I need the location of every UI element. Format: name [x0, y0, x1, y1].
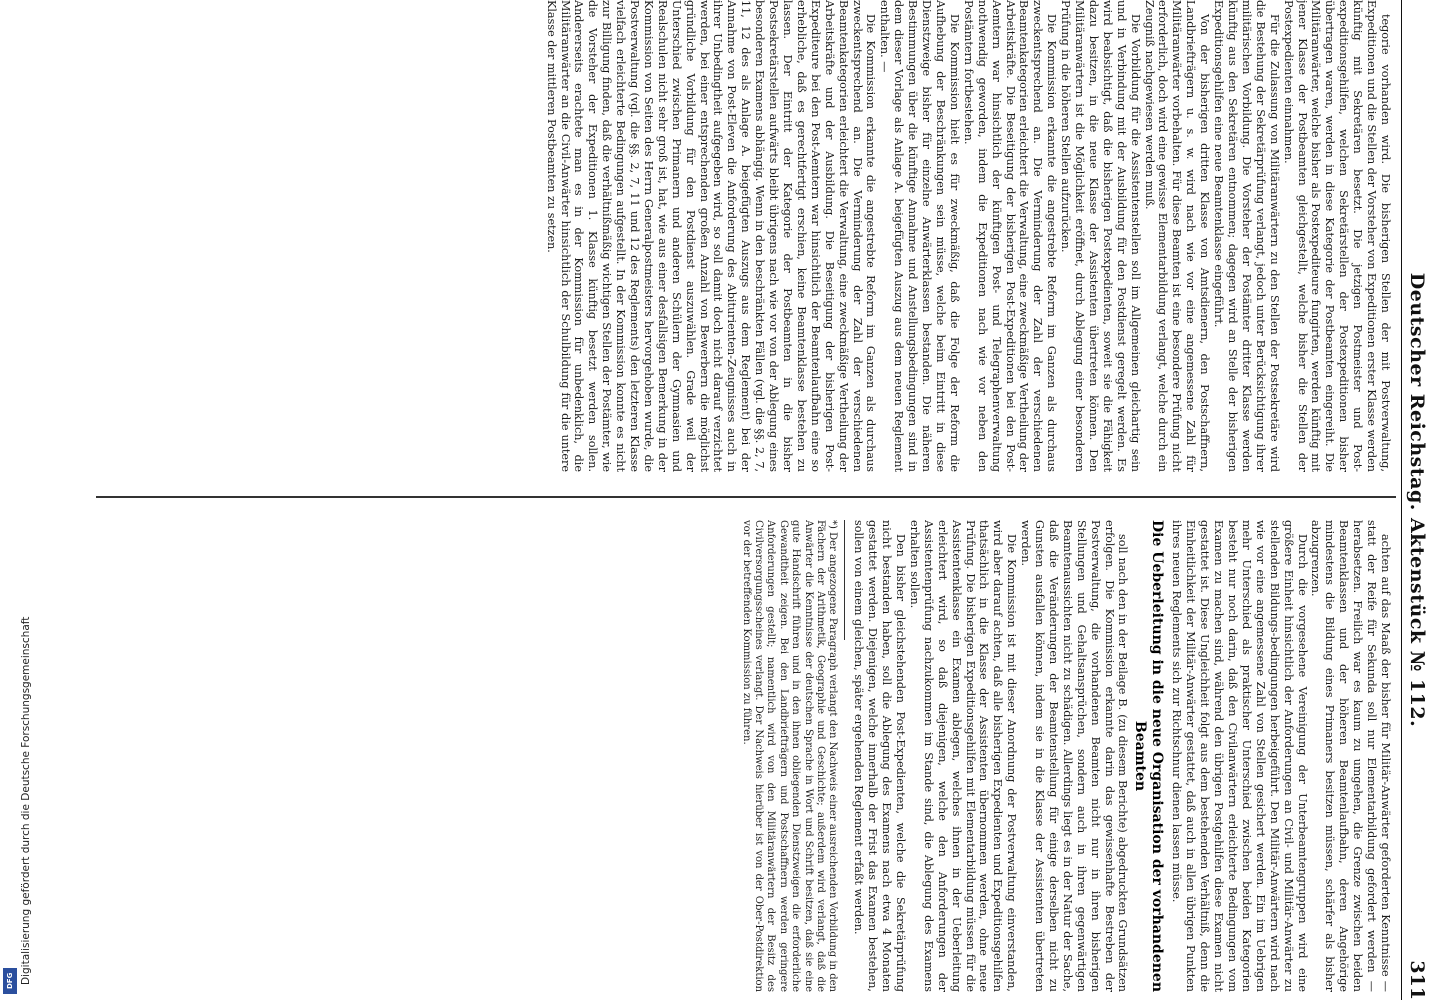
rotated-page-content — [40, 0, 1430, 1000]
right-column-intro — [1170, 520, 1393, 992]
paragraph: Für die Zulassung von Militäranwärtern zu den Stellen der Postsekretäre wird die Bestehung der Sekretärprüfung verlangt, jedoch unter Berücksichtigung ihrer militärischen Vorbildung. Die Vorsteher der Postämter dritter Klasse werden künftig aus den Sekretären entnommen; dagegen wird an Stelle der bisherigen Expeditionsgehilfen eine neue Beamtenklasse eingeführt. — [1212, 0, 1281, 472]
paragraph: achten auf das Maaß der bisher für Militär-Anwärter geforderten Kenntnisse — statt der Reife für Sekunda soll nur Elementarbildung gefordert werden — herabsetzen. Freilich war es kaum zu umgehen, die Grenze zwischen beiden Beamtenklassen und der höheren Beamtenlaufbahn, deren Angehörige mindestens die Bildung eines Primaners besitzen müssen, schärfer als bisher abzugrenzen. — [1309, 520, 1392, 992]
paragraph: Die Vorbildung für die Assistentenstellen soll im Allgemeinen gleichartig sein und in Verbindung mit der Ausbildung für den Postdienst geregelt werden. Es wird beabsichtigt, daß die bisherigen Postexpedienten, soweit sie die Fähigkeit dazu besitzen, in die neue Klasse der Assistenten übertreten können. Den Militäranwärtern ist die Möglichkeit eröffnet, durch Ablegung einer besonderen Prüfung in die höheren Stellen aufzurücken. — [1059, 0, 1142, 472]
text-column-right — [102, 520, 1392, 992]
text-column-left — [102, 0, 1392, 472]
column-divider — [96, 496, 1396, 498]
paragraph: Durch die vorgesehene Vereinigung der Unterbeamtengruppen wird eine größere Einheit hinsichtlich der Anforderungen an Civil- und Militär-Anwärter zu stellenden Bildungs-bedingungen herbeigeführt. Den Militär-Anwärtern wird nach wie vor eine angemessene Zahl von Stellen gesichert werden. Ein im Uebrigen mehr Unterschied als praktischer Unterschied zwischen beiden Kategorien besteht nur noch darin, daß den Civilanwärtern erleichterte Bedingungen vom Examen zu machen sind, während den übrigen Postgehilfen diese Examen nicht gestattet ist. Diese Ungleichheit folgt aus dem bestehenden Verhältniß, denn die Einheitlichkeit der Militär-Anwärter gestattet, daß auch in allen übrigen Punkten ihres neuen Reglements sich zur Richtschnur dienen lassen müsse. — [1170, 520, 1309, 992]
footnote-rule — [844, 520, 845, 640]
paragraph: Von der bisherigen dritten Klasse von Amtsdienern, den Postschaffnern, Landbriefträgern u. s. w. wird nach wie vor eine angemessene Zahl für Militäranwärter vorbehalten. Für diese Beamten ist eine besondere Prüfung nicht erforderlich, doch wird eine gewisse Elementarbildung verlangt, welche durch ein Zeugniß nachgewiesen werden muß. — [1142, 0, 1212, 472]
running-header: Deutscher Reichstag. Aktenstück № 112. — [1406, 272, 1428, 728]
digitization-credit-text: Digitalisierung gefördert durch die Deutsche Forschungsgemeinschaft — [20, 616, 32, 985]
page-number: 311 — [1406, 960, 1428, 1000]
paragraph: Den bisher gleichstehenden Post-Expedienten, welche die Sekretärprüfung nicht bestanden haben, soll die Ablegung des Examens nach etwa 4 Monaten gestattet werden. Diejenigen, welche innerhalb der Frist das Examen bestehen, sollen von einem gleichen, später ergehenden Reglement erfaßt werden. — [852, 520, 907, 992]
paragraph: soll nach den in der Beilage B. (zu diesem Berichte) abgedruckten Grundsätzen erfolgen. Die Kommission erkannte darin das gewissenhafte Bestreben der Postverwaltung, die vorhandenen Beamten nicht nur in ihren bisherigen Stellungen und Gehaltsansprüchen, sondern auch in ihren gegenwärtigen Beamtenaussichten nicht zu schädigen. Allerdings liegt es in der Natur der Sache, daß die Veränderungen der Beamtenstellung für einige derselben nicht zu Gunsten ausfallen können, indem sie in die Klasse der Assistenten übertreten werden. — [1019, 520, 1130, 992]
page-header — [1401, 0, 1430, 1000]
paragraph: Die Kommission ist mit dieser Anordnung der Postverwaltung einverstanden, wird aber darauf achten, daß alle bisherigen Expedienten und Expeditionsgehilfen thatsächlich in die Klasse der Assistenten übernommen werden, ohne neue Prüfung. Die bisherigen Expeditionsgehilfen mit Elementarbildung müssen für die Assistentenklasse ein Examen ablegen, welches ihnen in der Ueberleitung erleichtert wird, so daß diejenigen, welche den Anforderungen der Assistentenprüfung nachzukommen im Stande sind, die Ablegung des Examens erhalten sollen. — [907, 520, 1019, 992]
dfg-logo: DFG — [3, 968, 17, 994]
paragraph: Die Kommission erkannte die angestrebte Reform im Ganzen als durchaus zweckentsprechend an. Die Verminderung der Zahl der verschiedenen Beamtenkategorien erleichtert die Verwaltung, eine zweckmäßige Vertheilung der Arbeitskräfte. Die Beseitigung der bisherigen Post-Expeditionen bei den Post-Aemtern war hinsichtlich der künftigen Post- und Telegraphenverwaltung nothwendig geworden, indem die Expeditionen nach wie vor neben den Postämtern fortbestehen. — [961, 0, 1059, 472]
paragraph: tegorie vorhanden wird. Die bisherigen Stellen der mit Postverwaltung, Expeditionen und die Stellen der Vorsteher von Expeditionen erster Klasse werden künftig mit Sekretären besetzt. Die jetzigen Postmeister und Post-expeditionsgehilfen, welchen Sekretärstellen der Postexpeditionen bisher übertragen waren, werden in diese Kategorie der Postbeamten eingereiht. Die Militäranwärter, welche bisher als Postexpediteure fungirten, werden künftig mit jener Klasse der Postbeamten gleichgestellt, welche bisher die Stellen der Postexpedienten einnahmen. — [1281, 0, 1392, 472]
digitization-credit — [2, 0, 32, 1000]
paragraph: Die Kommission erkannte die angestrebte Reform im Ganzen als durchaus zweckentsprechend an. Die Verminderung der Zahl der verschiedenen Beamtenkategorien erleichtert die Verwaltung, eine zweckmäßige Vertheilung der Arbeitskräfte und der Ausbildung. Die Beseitigung der bisherigen Post-Expediteure bei den Post-Aemtern war hinsichtlich der Beamtenlaufbahn eine so erhebliche, daß es gerechtfertigt erschien, keine Beamtenklasse bestehen zu lassen. Der Eintritt der Kategorie der Postbeamten in die bisher Postsekretärstellen aufwärts bleibt übrigens nach wie vor von der Ablegung eines besonderen Examens abhängig. Wenn in den beschränkten Fällen (vgl. die §§. 2, 7, 11, 12 des als Anlage A. beigefügten Auszugs aus dem Reglement) bei der Annahme von Post-Eleven die Anforderung des Abiturienten-Zeugnisses auch in ihrer Unbedingtheit aufgegeben wird, so soll damit doch nicht darauf verzichtet werden, bei einer entsprechenden großen Anzahl von Bewerbern die möglichst gründliche Vorbildung für den Postdienst auszuwählen. Grade weil der Unterschied zwischen Primanern und anderen Schülern der Gymnasien und Realschulen nicht sehr groß ist, hat, wie aus einer desfallsigen Bemerkung in der Kommission von Seiten des Herrn Generalpostmeisters hervorgehoben wurde, die Postverwaltung (vgl. die §§. 2, 7, 11 und 12 des Reglements) den letzteren Klasse vielfach erleichterte Bedingungen aufgestellt. In der Kommission konnte es nicht zur Billigung finden, daß die verhältnißmäßig wichtigen Stellen der Postämter, wie die Vorsteher der Expeditionen 1. Klasse künftig besetzt werden sollen. Andererseits erachtete man es in der Kommission für unbedenklich, die Militäranwärter an die Civil-Anwärter hinsichtlich der Schulbildung für die untere Klasse der mittleren Postbeamten zu setzen. — [544, 0, 878, 472]
section-heading: Die Ueberleitung in die neue Organisation der vorhandenen Beamten — [1132, 520, 1166, 992]
paragraph: Die Kommission hielt es für zweckmäßig, daß die Folge der Reform die Aufhebung der Beschränkungen sein müsse, welche beim Eintritt in diese Dienstzweige bisher für einzelne Anwärterklassen bestanden. Die näheren Bestimmungen über die künftige Annahme und Anstellungsbedingungen sind in dem dieser Vorlage als Anlage A. beigefügten Auszug aus dem neuen Reglement enthalten. — — [878, 0, 961, 472]
footnote: *) Der angezogene Paragraph verlangt den Nachweis einer ausreichenden Vorbildung in den Fächern der Arithmetik, Geographie und Geschichte; außerdem wird verlangt, daß die Anwärter die Kenntnisse der deutschen Sprache in Wort und Schrift besitzen, daß sie eine gute Handschrift führen und in den ihnen obliegenden Dienstzweigen die erforderliche Gewandtheit zeigen. Bei den Landbriefträgern und Postschaffnern werden geringere Anforderungen gestellt; namentlich wird von den Militäranwärtern der Besitz des Civilversorgungsscheines verlangt. Der Nachweis hierüber ist von der Ober-Postdirektion vor der betreffenden Kommission zu führen. — [740, 520, 839, 992]
right-column-section — [851, 520, 1129, 992]
